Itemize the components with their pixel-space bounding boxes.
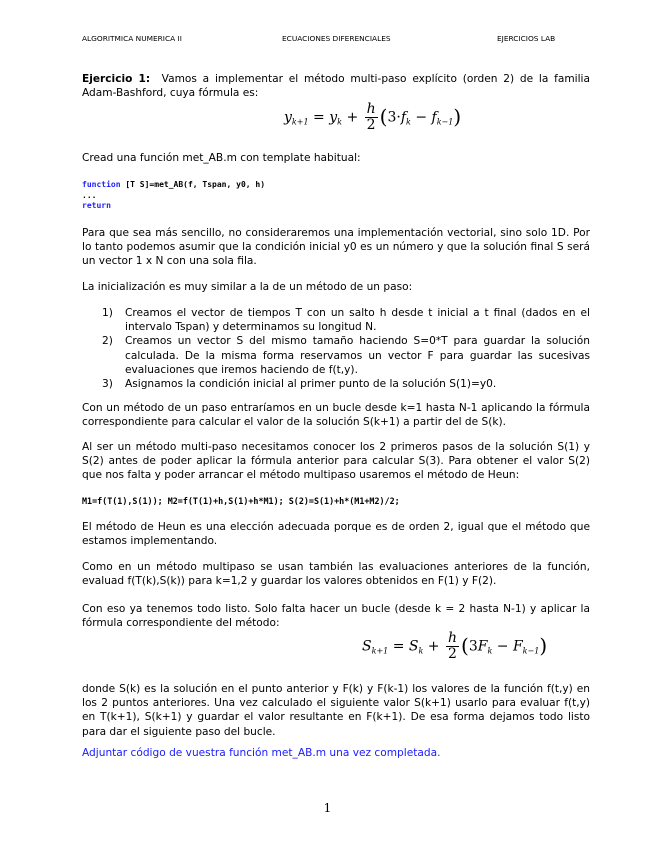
formula2-plus: + bbox=[427, 638, 440, 655]
code-keyword-function: function bbox=[82, 180, 121, 189]
formula1-f2-sub: k−1 bbox=[436, 117, 454, 127]
code-line-1 bbox=[82, 180, 265, 191]
list-item bbox=[102, 306, 590, 334]
adams-bashford-formula bbox=[284, 102, 461, 133]
code-dots: ... bbox=[82, 190, 97, 200]
listo-paragraph: Con eso ya tenemos todo listo. Solo falta hacer un bucle (desde k = 2 hasta N-1) y aplicar la fórmula correspondiente del método: bbox=[82, 603, 590, 630]
formula2-three: 3 bbox=[468, 638, 478, 655]
code-keyword-return: return bbox=[82, 201, 111, 211]
header-left: ALGORITMICA NUMERICA II bbox=[82, 34, 182, 43]
formula1-f2: f bbox=[431, 109, 437, 126]
list-item-number: 2) bbox=[102, 335, 113, 348]
formula2-close-paren: ) bbox=[539, 633, 548, 658]
evaluaciones-paragraph: Como en un método multipaso se usan también las evaluaciones anteriores de la función, evaluad f(T(k),S(k)) para k=1,2 y guardar los valores obtenidos en F(1) y F(2). bbox=[82, 561, 590, 588]
formula1-open-paren: ( bbox=[379, 104, 388, 129]
formula1-minus: − bbox=[415, 109, 428, 126]
formula1-close-paren: ) bbox=[453, 104, 462, 129]
list-item-number: 1) bbox=[102, 307, 113, 319]
heun-code: M1=f(T(1),S(1)); M2=f(T(1)+h,S(1)+h*M1); S(2)=S(1)+h*(M1+M2)/2; bbox=[82, 496, 400, 506]
donde-paragraph: donde S(k) es la solución en el punto anterior y F(k) y F(k-1) los valores de la función f(t,y) en los 2 puntos anteriores. Una vez calculado el siguiente valor S(k+1) usarlo para evaluar f(t,y) en T(k+1), S(k+1) y guardar el valor resultante en F(k+1). De esa forma dejamos todo listo para dar el siguiente paso del bucle. bbox=[82, 683, 590, 738]
formula2-f1: F bbox=[477, 638, 488, 655]
list-item bbox=[102, 377, 590, 391]
formula2-f1-sub: k bbox=[487, 646, 493, 656]
formula1-fraction bbox=[365, 102, 378, 133]
formula1-f1-sub: k bbox=[406, 117, 411, 127]
cread-paragraph: Cread una función met_AB.m con template habitual: bbox=[82, 152, 361, 164]
formula1-y: y bbox=[329, 109, 338, 126]
formula1-f1: f bbox=[400, 109, 407, 126]
formula2-lhs: S bbox=[362, 638, 372, 655]
formula2-minus: − bbox=[496, 638, 509, 655]
formula2-open-paren: ( bbox=[461, 633, 469, 658]
formula2-s-sub: k bbox=[418, 646, 424, 656]
list-item-text: Creamos el vector de tiempos T con un salto h desde t inicial a t final (dados en el intervalo Tspan) y determinamos su longitud N. bbox=[125, 307, 590, 334]
step-formula bbox=[362, 631, 547, 662]
code-signature: [T S]=met_AB(f, Tspan, y0, h) bbox=[120, 180, 266, 189]
formula1-three: 3· bbox=[387, 109, 401, 126]
intro-paragraph bbox=[82, 72, 590, 100]
page-number: 1 bbox=[323, 801, 332, 815]
formula2-f2-sub: k−1 bbox=[522, 646, 540, 656]
formula2-fraction bbox=[446, 631, 459, 662]
formula1-eq: = bbox=[313, 109, 325, 126]
header-center: ECUACIONES DIFERENCIALES bbox=[282, 34, 391, 43]
steps-list bbox=[102, 306, 590, 391]
list-item bbox=[102, 334, 590, 377]
formula1-num: h bbox=[366, 101, 376, 117]
list-item-text: Creamos un vector S del mismo tamaño haciendo S=0*T para guardar la solución calculada. De la misma forma reservamos un vector F para guardar las sucesivas evaluaciones que iremos haciendo de f(t,y). bbox=[125, 335, 590, 376]
formula1-y-sub: k bbox=[337, 117, 342, 127]
sencillo-paragraph: Para que sea más sencillo, no consideraremos una implementación vectorial, sino solo 1D. Por lo tanto podemos asumir que la condición inicial y0 es un número y que la solución final S será un vector 1 x N con una sola fila. bbox=[82, 227, 590, 268]
formula1-lhs: y bbox=[284, 109, 292, 126]
function-template-code bbox=[82, 180, 265, 212]
formula2-f2: F bbox=[512, 638, 523, 655]
adjuntar-instruction: Adjuntar código de vuestra función met_AB.m una vez completada. bbox=[82, 747, 441, 759]
exercise-label: Ejercicio 1: bbox=[82, 73, 151, 85]
heun-paragraph: El método de Heun es una elección adecuada porque es de orden 2, igual que el método que estamos implementando. bbox=[82, 521, 590, 548]
formula2-eq: = bbox=[392, 638, 405, 655]
formula1-plus: + bbox=[346, 109, 359, 126]
inicializacion-paragraph: La inicialización es muy similar a la de un método de un paso: bbox=[82, 281, 413, 293]
multipaso-paragraph: Al ser un método multi-paso necesitamos conocer los 2 primeros pasos de la solución S(1) y S(2) antes de poder aplicar la fórmula anterior para calcular S(3). Para obtener el valor S(2) que nos falta y poder arrancar el método multipaso usaremos el método de Heun: bbox=[82, 441, 590, 482]
formula2-den: 2 bbox=[448, 646, 457, 662]
formula2-num: h bbox=[447, 630, 457, 646]
list-item-number: 3) bbox=[102, 378, 113, 391]
formula1-lhs-sub: k+1 bbox=[291, 117, 309, 127]
header-right: EJERCICIOS LAB bbox=[497, 34, 556, 43]
intro-text: Vamos a implementar el método multi-paso explícito (orden 2) de la familia Adam-Bashford, cuya fórmula es: bbox=[82, 73, 590, 100]
bucle-paragraph: Con un método de un paso entraríamos en un bucle desde k=1 hasta N-1 aplicando la fórmula correspondiente para calcular el valor de la solución S(k+1) a partir del de S(k). bbox=[82, 402, 590, 429]
formula2-s: S bbox=[408, 638, 419, 655]
formula1-den: 2 bbox=[366, 117, 376, 133]
list-item-text: Asignamos la condición inicial al primer punto de la solución S(1)=y0. bbox=[125, 378, 497, 391]
formula2-lhs-sub: k+1 bbox=[371, 646, 389, 656]
